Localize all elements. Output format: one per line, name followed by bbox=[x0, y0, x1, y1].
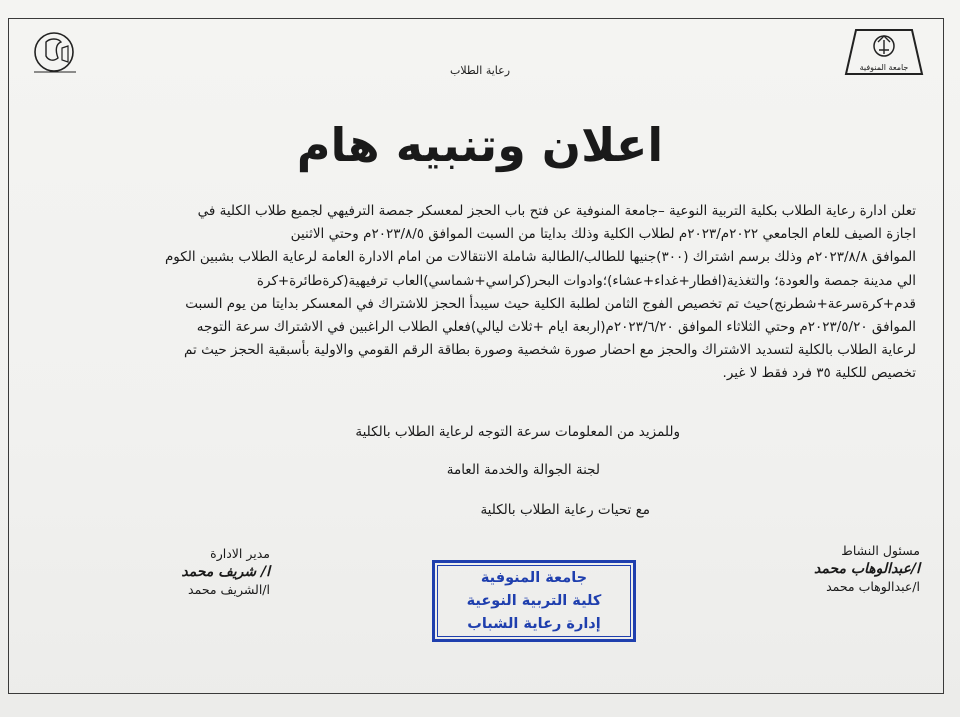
signature-role: مدير الادارة bbox=[210, 546, 270, 561]
body-line: الي مدينة جمصة والعودة؛ والتغذية(افطار+غداء+عشاء)؛وادوات البحر(كراسي+شماسي)العاب ترفيهية(كرةطائرة+كرة bbox=[256, 272, 916, 289]
faculty-logo bbox=[28, 28, 84, 80]
body-line: قدم+كرةسرعة+شطرنج)حيث تم تخصيص الفوج الثامن لطلبة الكلية حيث سيبدأ الحجز للاشتراك في المعسكر بدايتا من يوم السبت bbox=[185, 295, 916, 312]
handwritten-signature: ا/ شريف محمد bbox=[181, 564, 270, 580]
body-line: الموافق ٢٠٢٣/٥/٢٠م وحتي الثلاثاء الموافق ٢٠٢٣/٦/٢٠م(اربعة ايام +ثلاث ليالي)فعلي الطلاب الراغبين في الاشتراك سرعة التوجه bbox=[196, 319, 916, 336]
signature-activity-officer bbox=[730, 542, 920, 596]
body-line: اجازة الصيف للعام الجامعي ٢٠٢٢م/٢٠٢٣م لطلاب الكلية وذلك بدايتا من السبت الموافق ٢٠٢٣/٨/٥م وحتي الاثنين bbox=[290, 226, 916, 243]
more-info-line: وللمزيد من المعلومات سرعة التوجه لرعاية الطلاب بالكلية bbox=[355, 424, 680, 440]
faculty-logo-icon bbox=[28, 28, 84, 80]
body-line: تعلن ادارة رعاية الطلاب بكلية التربية النوعية –جامعة المنوفية عن فتح باب الحجز لمعسكر جمصة الترفيهي لجميع طلاب الكلية في bbox=[197, 203, 916, 219]
signature-name: ا/عبدالوهاب محمد bbox=[826, 579, 920, 594]
signature-name: ا/الشريف محمد bbox=[188, 582, 270, 597]
signature-role: مسئول النشاط bbox=[841, 543, 920, 558]
body-line: تخصيص للكلية ٣٥ فرد فقط لا غير. bbox=[722, 365, 916, 382]
svg-text:جامعة المنوفية: جامعة المنوفية bbox=[859, 63, 909, 72]
body-line: لرعاية الطلاب بالكلية لتسديد الاشتراك والحجز مع احضار صورة شخصية وصورة بطاقة الرقم القومي والاولية بأسبقية الحجز حيث تم bbox=[184, 342, 916, 359]
stamp-line: كلية التربية النوعية bbox=[466, 593, 602, 609]
university-logo bbox=[842, 24, 926, 80]
university-logo-icon bbox=[842, 24, 926, 80]
regards-line: مع تحيات رعاية الطلاب بالكلية bbox=[480, 502, 650, 518]
department-heading: رعاية الطلاب bbox=[449, 64, 511, 77]
official-stamp bbox=[432, 560, 636, 642]
announcement-body bbox=[116, 200, 916, 386]
committee-line: لجنة الجوالة والخدمة العامة bbox=[446, 462, 600, 478]
page-title: اعلان وتنبيه هام bbox=[296, 118, 664, 172]
handwritten-signature: ا/عبدالوهاب محمد bbox=[814, 561, 920, 577]
body-line: الموافق ٢٠٢٣/٨/٨م وذلك برسم اشتراك (٣٠٠)جنيها للطالب/الطالبة شاملة الانتقالات من امام الادارة العامة لرعاية الطلاب بشبين الكوم bbox=[164, 249, 916, 266]
signature-director bbox=[100, 545, 270, 599]
stamp-line: جامعة المنوفية bbox=[480, 570, 588, 586]
stamp-line: إدارة رعاية الشباب bbox=[467, 616, 601, 632]
